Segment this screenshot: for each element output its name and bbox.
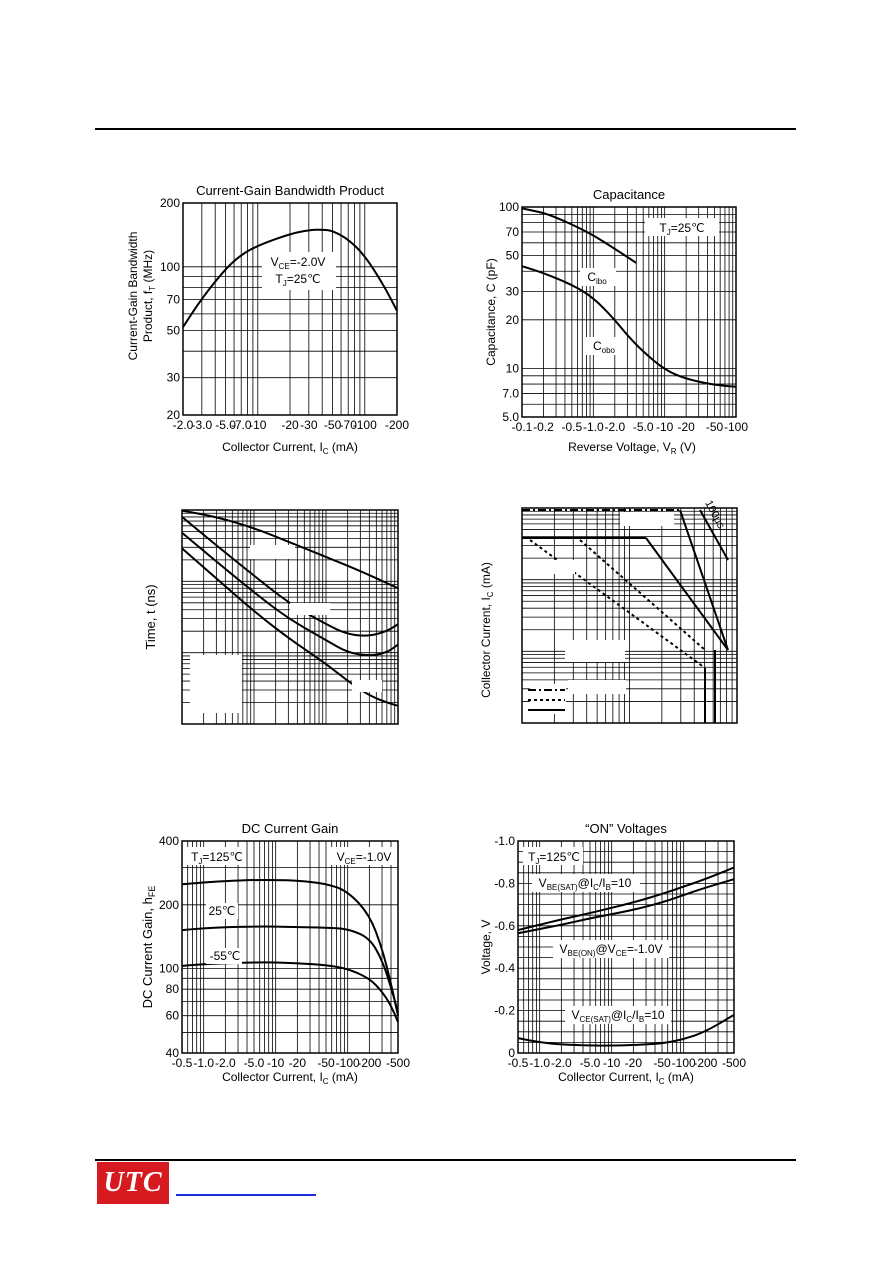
x-tick-label: -0.1 [511,420,533,434]
series-line-1 [182,927,398,1013]
x-tick-label: -200 [384,418,410,432]
y-tick-label: 50 [166,323,180,338]
plot-frame [182,841,398,1053]
label-blank [620,512,674,526]
x-tick-label: -1.0 [582,420,604,434]
x-axis-label: Collector Current, $I_C$ (mA) [222,440,358,456]
x-tick-label: -3.0 [191,418,213,432]
y-tick-label: -0.4 [494,961,515,976]
y-tick-label: 7.0 [502,386,519,401]
y-tick-label: 10 [505,361,519,376]
y-tick-label: 100 [159,259,180,274]
x-tick-label: -0.5 [507,1056,529,1070]
label-blank [290,603,330,615]
y-axis-label: DC Current Gain, $h_{FE}$ [140,885,157,1009]
x-tick-label: -2.0 [172,418,194,432]
annotation-100us: 100μs [702,498,728,531]
x-tick-label: -2.0 [604,420,626,434]
y-tick-label: 200 [159,196,180,210]
x-tick-label: -10 [603,1056,621,1070]
x-tick-label: -2.0 [551,1056,572,1070]
y-tick-label: -0.6 [494,918,515,933]
chart-cap [484,187,748,456]
plot-frame [522,207,736,417]
x-tick-label: -200 [357,1056,382,1070]
x-tick-label: -10 [249,418,267,432]
chart-title: Capacitance [592,187,666,202]
x-tick-label: -100 [335,1056,360,1070]
y-tick-label: 400 [158,834,179,848]
x-axis-label: Collector Current, $I_C$ (mA) [558,1070,694,1086]
y-tick-label: 30 [505,284,519,299]
annotation-vce: $V_{CE}=-1.0V$ [336,850,392,866]
series-label-vbeon: $V_{BE(ON)}@V_{CE}=-1.0V$ [559,942,663,958]
y-tick-label: 50 [505,248,519,263]
x-tick-label: -20 [677,420,695,434]
y-tick-label: 200 [158,897,179,912]
chart-title: DC Current Gain [241,821,339,836]
series-line-0 [522,208,636,263]
label-blank [565,640,625,662]
label-blank [190,655,242,713]
chart-fT [126,183,409,456]
x-tick-label: -1.0 [529,1056,551,1070]
annotation-tj: $T_J=25℃$ [275,272,321,288]
x-tick-label: -5.0 [632,420,654,434]
y-axis-label: Time, t (ns) [143,584,158,650]
x-tick-label: -7.0 [230,418,252,432]
series-label-cibo: $C_{ibo}$ [587,270,607,286]
x-tick-label: -50 [705,420,724,434]
y-axis-label: Product, $f_T$ (MHz) [141,249,157,343]
y-tick-label: -0.2 [494,1003,515,1018]
x-tick-label: -100 [671,1056,696,1070]
y-tick-label: 20 [505,312,519,327]
x-tick-label: -5.0 [243,1056,265,1070]
x-tick-label: -0.5 [561,420,583,434]
x-tick-label: -5.0 [579,1056,601,1070]
x-tick-label: -500 [385,1056,411,1070]
chart-time [143,510,398,724]
x-tick-label: -30 [300,418,318,432]
label-blank [535,560,575,574]
y-tick-label: 70 [166,292,180,307]
y-tick-label: 5.0 [502,410,519,424]
x-tick-label: -2.0 [215,1056,236,1070]
series-line-5 [580,540,705,650]
series-line-2 [182,962,398,1022]
annotation-vce: $V_{CE}=-2.0V$ [270,255,326,271]
y-tick-label: -1.0 [494,834,515,848]
x-tick-label: -10 [655,420,674,434]
x-tick-label: -10 [267,1056,285,1070]
y-axis-label: Capacitance, C (pF) [484,258,498,366]
x-tick-label: -0.5 [171,1056,193,1070]
y-tick-label: -0.8 [494,876,515,891]
chart-title: Current-Gain Bandwidth Product [196,183,384,198]
y-tick-label: 80 [165,982,179,997]
label-blank [250,545,295,559]
series-label-m55: -55℃ [209,949,241,963]
chart-hfe [140,821,410,1086]
x-tick-label: -5.0 [215,418,236,432]
label-blank [352,680,382,692]
y-axis-label: Current-Gain Bandwidth [126,231,140,361]
x-tick-label: -70 [339,418,357,432]
y-tick-label: 100 [498,200,519,214]
y-tick-label: 40 [165,1046,179,1060]
series-line-0 [182,880,398,1016]
x-tick-label: -200 [693,1056,718,1070]
utc-logo: UTC [97,1162,169,1204]
chart-title: “ON” Voltages [585,821,667,836]
annotation-tj: $T_J=125℃$ [191,850,243,866]
x-axis-label: Collector Current, $I_C$ (mA) [222,1070,358,1086]
y-tick-label: 0 [508,1046,515,1060]
label-blank [568,680,626,694]
annotation-tj: $T_J=125℃$ [528,850,580,866]
y-axis-label: Collector Current, $I_C$ (mA) [479,562,495,698]
series-label-vbesat: $V_{BE(SAT)}@I_C/I_B=10$ [538,876,632,892]
annotation-tj: $T_J=25℃$ [659,221,705,237]
x-tick-label: -100 [723,420,749,434]
y-tick-label: 70 [505,225,519,240]
x-tick-label: -20 [281,418,299,432]
series-label-cobo: $C_{obo}$ [592,339,616,355]
y-tick-label: 100 [158,961,179,976]
x-tick-label: -0.2 [533,420,554,434]
x-tick-label: -50 [323,418,342,432]
x-tick-label: -50 [317,1056,335,1070]
y-tick-label: 60 [165,1008,179,1023]
series-label-25: 25℃ [208,904,236,918]
series-label-vcesat: $V_{CE(SAT)}@I_C/I_B=10$ [571,1008,665,1024]
x-axis-label: Reverse Voltage, $V_R$ (V) [568,440,696,456]
y-tick-label: 20 [166,408,180,422]
x-tick-label: -50 [653,1056,671,1070]
x-tick-label: -20 [288,1056,307,1070]
chart-soa [479,498,737,723]
y-tick-label: 30 [166,370,180,385]
x-tick-label: -1.0 [193,1056,215,1070]
chart-von [479,821,746,1086]
x-tick-label: -500 [721,1056,747,1070]
y-axis-label: Voltage, V [479,919,493,975]
x-tick-label: -20 [624,1056,643,1070]
x-tick-label: -100 [352,418,377,432]
